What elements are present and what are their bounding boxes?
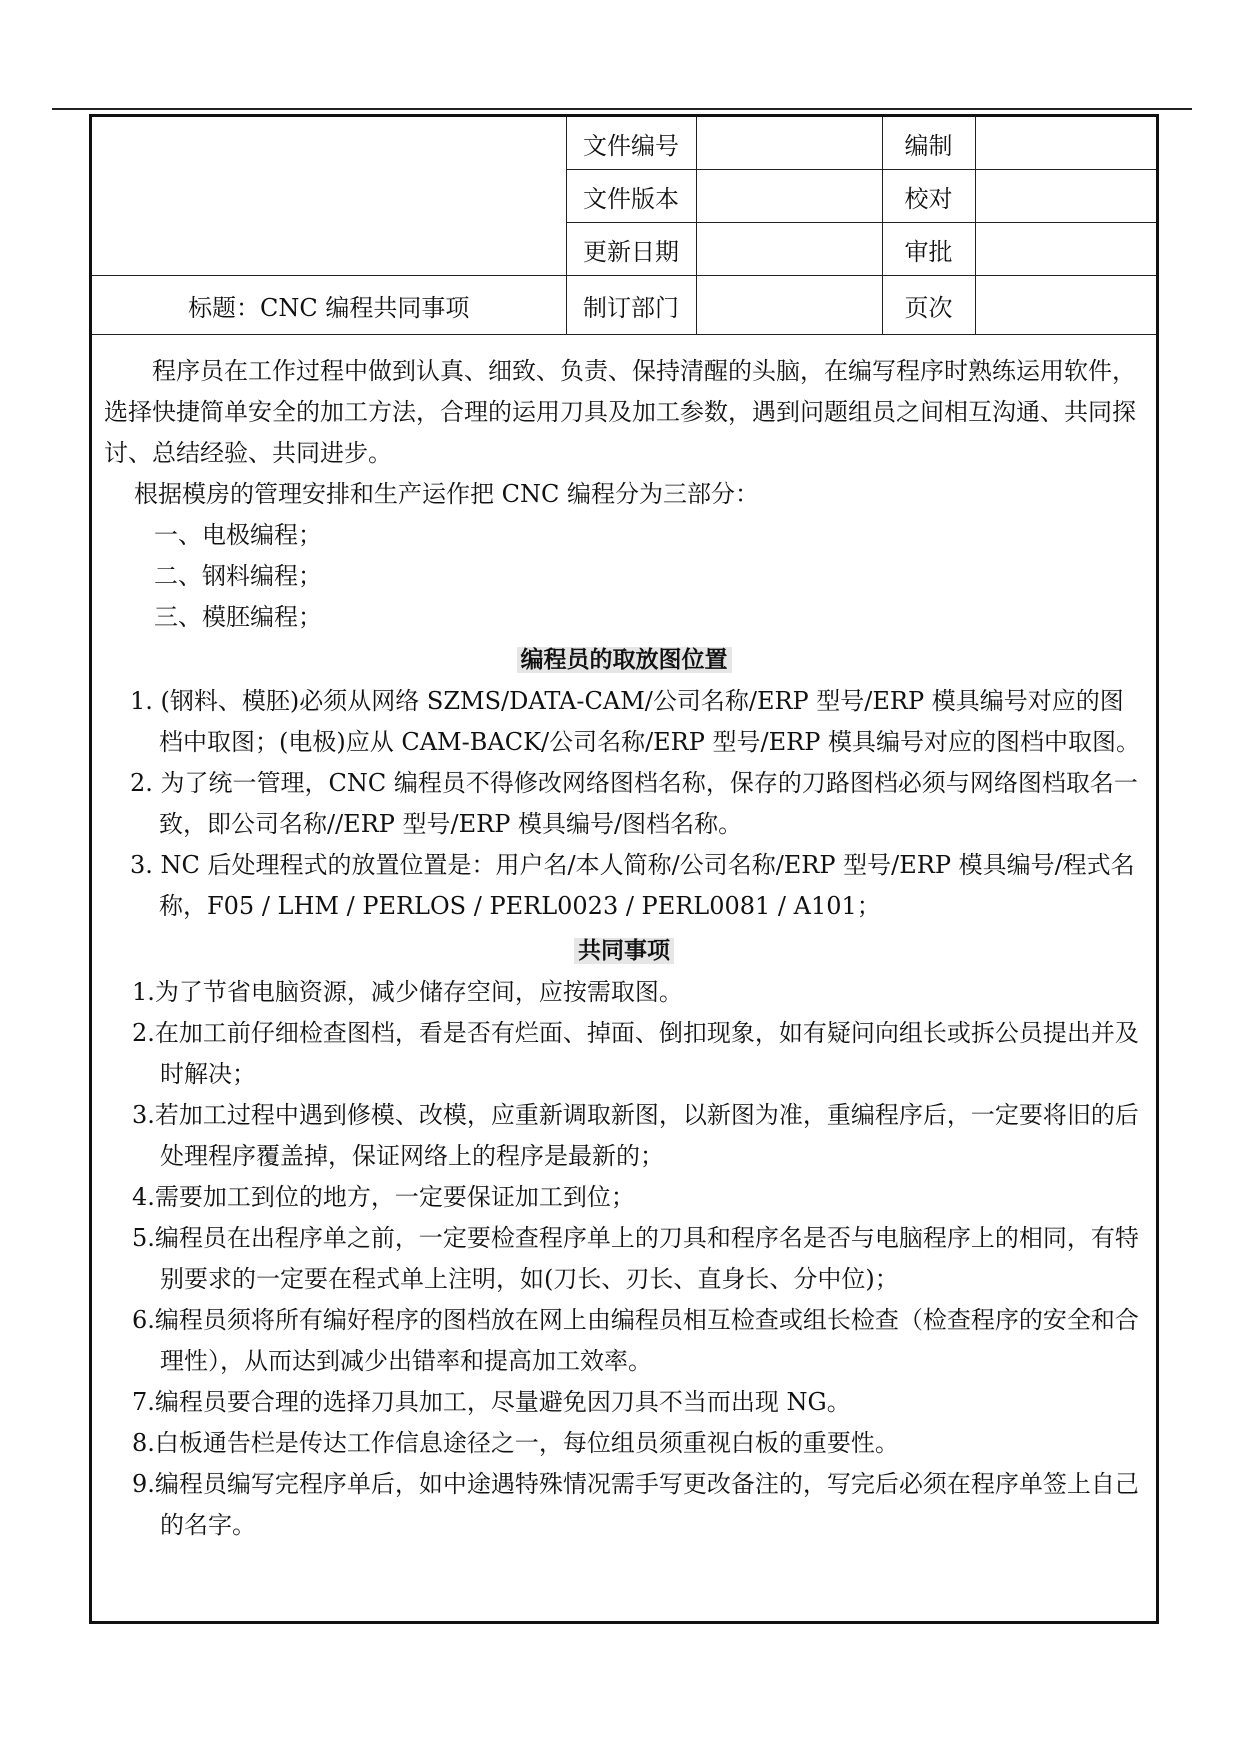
label-department: 制订部门 [566, 276, 696, 335]
value-prepared-by [975, 117, 1156, 170]
label-file-version: 文件版本 [566, 170, 696, 223]
section2-item: 4.需要加工到位的地方，一定要保证加工到位； [132, 1183, 635, 1211]
document-title: 标题：CNC 编程共同事项 [92, 276, 566, 335]
section1-heading-text: 编程员的取放图位置 [517, 647, 732, 673]
section2-item: 3.若加工过程中遇到修模、改模，应重新调取新图，以新图为准，重编程序后，一定要将旧的后处理程序覆盖掉，保证网络上的程序是最新的； [132, 1101, 1139, 1170]
document-frame [89, 114, 1159, 1624]
part-item: 三、模胚编程； [154, 603, 322, 631]
value-department [696, 276, 882, 335]
label-approved-by: 审批 [882, 223, 975, 276]
section2-item: 2.在加工前仔细检查图档，看是否有烂面、掉面、倒扣现象，如有疑问向组长或拆公员提出并及时解决； [132, 1019, 1139, 1088]
section2-item: 7.编程员要合理的选择刀具加工，尽量避免因刀具不当而出现 NG。 [132, 1388, 851, 1416]
label-update-date: 更新日期 [566, 223, 696, 276]
label-page-number: 页次 [882, 276, 975, 335]
page-top-rule [52, 108, 1192, 110]
part-item: 二、钢料编程； [154, 562, 322, 590]
section1-heading [104, 640, 1144, 681]
value-checked-by [975, 170, 1156, 223]
value-file-number [696, 117, 882, 170]
label-checked-by: 校对 [882, 170, 975, 223]
section2-heading-text: 共同事项 [574, 938, 674, 964]
section2-item: 8.白板通告栏是传达工作信息途径之一，每位组员须重视白板的重要性。 [132, 1429, 899, 1457]
section2-item: 6.编程员须将所有编好程序的图档放在网上由编程员相互检查或组长检查（检查程序的安全和合理性），从而达到减少出错率和提高加工效率。 [132, 1306, 1139, 1375]
section2-heading [104, 931, 1144, 972]
label-file-number: 文件编号 [566, 117, 696, 170]
section1-item: 1. (钢料、模胚)必须从网络 SZMS/DATA-CAM/公司名称/ERP 型号/ERP 模具编号对应的图档中取图；(电极)应从 CAM-BACK/公司名称/ERP 型号/ERP 模具编号对应的图档中取图。 [130, 687, 1140, 756]
value-update-date [696, 223, 882, 276]
section2-item: 1.为了节省电脑资源，减少储存空间，应按需取图。 [132, 978, 683, 1006]
header-blank-cell [92, 117, 566, 276]
label-prepared-by: 编制 [882, 117, 975, 170]
section1-item: 2. 为了统一管理，CNC 编程员不得修改网络图档名称，保存的刀路图档必须与网络图档取名一致，即公司名称//ERP 型号/ERP 模具编号/图档名称。 [130, 769, 1138, 838]
section1-item: 3. NC 后处理程式的放置位置是：用户名/本人简称/公司名称/ERP 型号/ERP 模具编号/程式名称，F05 / LHM / PERLOS / PERL0023 / PERL0081 / A101； [130, 851, 1135, 920]
value-approved-by [975, 223, 1156, 276]
part-item: 一、电极编程； [154, 521, 322, 549]
section2-item: 9.编程员编写完程序单后，如中途遇特殊情况需手写更改备注的，写完后必须在程序单签上自己的名字。 [132, 1470, 1139, 1539]
value-page-number [975, 276, 1156, 335]
document-header-table [92, 117, 1156, 335]
intro-lead: 根据模房的管理安排和生产运作把 CNC 编程分为三部分： [134, 480, 759, 508]
intro-paragraph: 程序员在工作过程中做到认真、细致、负责、保持清醒的头脑，在编写程序时熟练运用软件，选择快捷简单安全的加工方法，合理的运用刀具及加工参数，遇到问题组员之间相互沟通、共同探讨、总结经验、共同进步。 [104, 357, 1136, 467]
value-file-version [696, 170, 882, 223]
document-body [92, 337, 1156, 1546]
section2-item: 5.编程员在出程序单之前，一定要检查程序单上的刀具和程序名是否与电脑程序上的相同，有特别要求的一定要在程式单上注明，如(刀长、刃长、直身长、分中位)； [132, 1224, 1139, 1293]
